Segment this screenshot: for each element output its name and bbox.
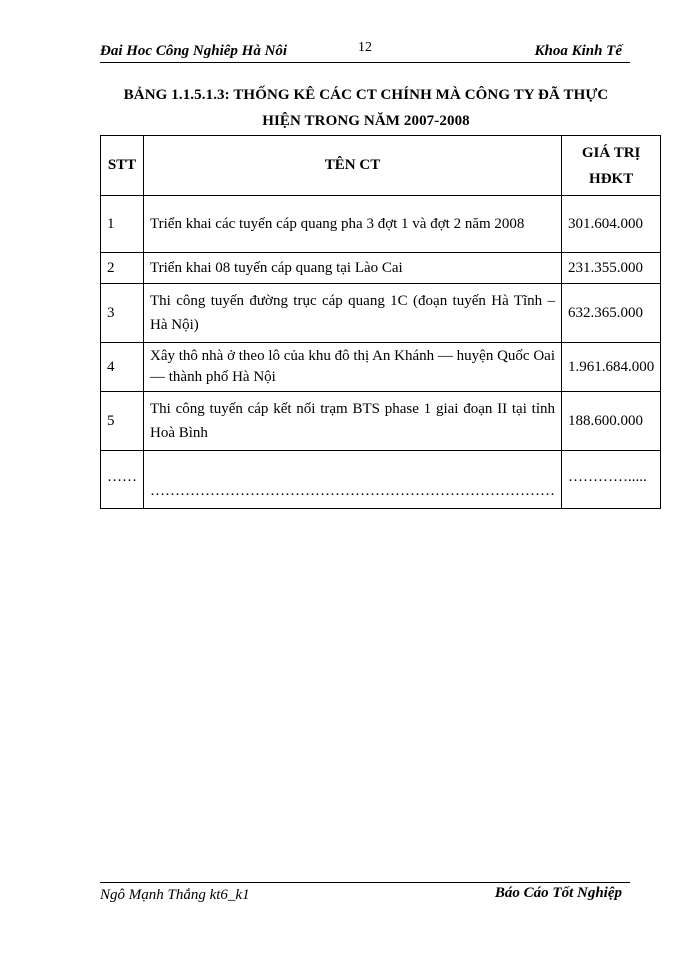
cell-value: 188.600.000 [562,392,661,451]
cell-value: 1.961.684.000 [562,343,661,392]
cell-stt: 2 [101,253,144,284]
cell-stt: …… [101,451,144,509]
table-row [101,343,661,392]
column-header-name: TÊN CT [144,136,562,196]
table-row [101,451,661,509]
cell-name: Thi công tuyến cáp kết nối trạm BTS phase 1 giai đoạn II tại tỉnh Hoà Bình [144,392,562,451]
cell-value: 632.365.000 [562,284,661,343]
cell-name: Xây thô nhà ở theo lô của khu đô thị An Khánh — huyện Quốc Oai — thành phố Hà Nội [144,343,562,392]
footer-report-type: Báo Cáo Tốt Nghiệp [494,885,622,901]
page-header [100,40,630,63]
header-university: Đai Hoc Công Nghiêp Hà Nôi [100,43,288,59]
table-title-line-1: BẢNG 1.1.5.1.3: THỐNG KÊ CÁC CT CHÍNH MÀ CÔNG TY ĐÃ THỰC [123,87,609,103]
cell-stt: 5 [101,392,144,451]
cell-value: 231.355.000 [562,253,661,284]
column-header-value-line-2: HĐKT [589,170,634,187]
cell-stt: 1 [101,196,144,253]
cell-stt: 3 [101,284,144,343]
table-row [101,196,661,253]
cell-name: Triển khai các tuyến cáp quang pha 3 đợt 1 và đợt 2 năm 2008 [144,196,562,253]
page-number: 12 [358,40,372,55]
column-header-value [562,136,661,196]
cell-name: Triển khai 08 tuyến cáp quang tại Lào Cai [144,253,562,284]
table-row [101,253,661,284]
table-row [101,392,661,451]
page-footer [100,882,630,905]
table-title [100,82,632,134]
cell-value: …………..... [562,451,661,509]
column-header-value-line-1: GIÁ TRỊ [581,144,641,161]
table-row [101,284,661,343]
table-title-line-2: HIỆN TRONG NĂM 2007-2008 [262,113,470,129]
cell-name: Thi công tuyến đường trục cáp quang 1C (đoạn tuyến Hà Tĩnh – Hà Nội) [144,284,562,343]
cell-value: 301.604.000 [562,196,661,253]
footer-author: Ngô Mạnh Thắng kt6_k1 [100,887,250,903]
cell-stt: 4 [101,343,144,392]
column-header-stt: STT [101,136,144,196]
cell-name: ……………………………………………………………………… [144,451,562,509]
projects-table [100,135,661,509]
table-header-row [101,136,661,196]
header-faculty: Khoa Kinh Tế [534,43,622,59]
